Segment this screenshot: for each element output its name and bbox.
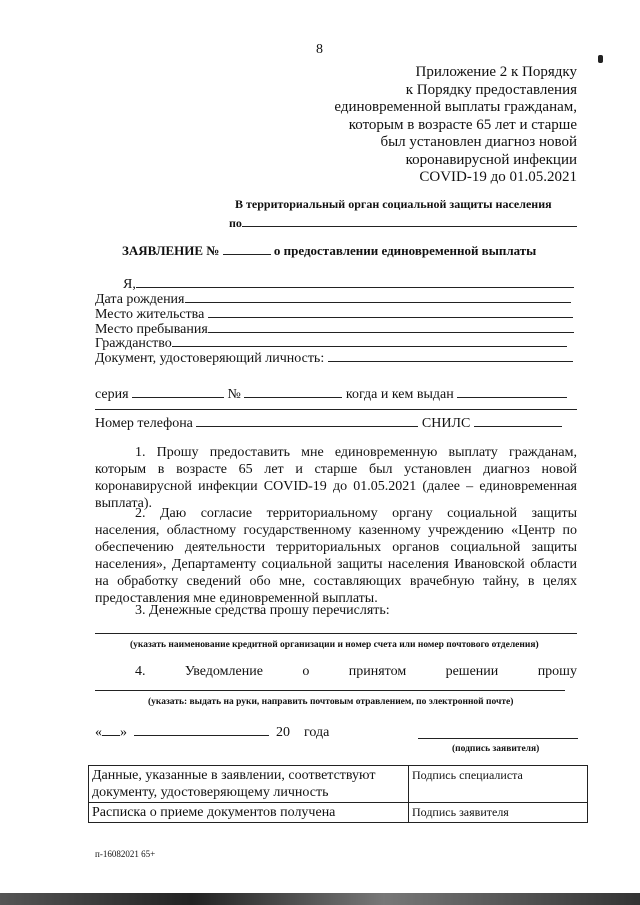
receipt-table bbox=[88, 765, 588, 823]
scan-edge bbox=[0, 893, 640, 905]
notification-method-field[interactable] bbox=[95, 690, 565, 691]
specialist-signature-cell[interactable]: Подпись специалиста bbox=[409, 766, 588, 803]
page-title bbox=[122, 242, 536, 259]
name-field[interactable] bbox=[136, 275, 574, 288]
year-suffix: года bbox=[304, 725, 330, 740]
addressee-line: В территориальный орган социальной защиты населения bbox=[235, 197, 552, 211]
table-row bbox=[89, 766, 588, 803]
appendix-line: которым в возрасте 65 лет и старше bbox=[348, 116, 577, 133]
citizenship-field[interactable] bbox=[172, 334, 567, 347]
footer-code: п-16082021 65+ bbox=[95, 849, 156, 859]
quote-open: « bbox=[95, 725, 102, 740]
year-prefix: 20 bbox=[276, 725, 290, 740]
quote-close: » bbox=[120, 725, 127, 740]
passport-row bbox=[95, 385, 567, 403]
table-cell: Расписка о приеме документов получена bbox=[89, 803, 409, 823]
phone-field[interactable] bbox=[196, 414, 418, 427]
birth-field[interactable] bbox=[185, 290, 571, 303]
birth-label: Дата рождения bbox=[95, 292, 185, 307]
stay-field[interactable] bbox=[208, 320, 574, 333]
name-label: Я, bbox=[123, 277, 136, 292]
appendix-header bbox=[334, 64, 577, 187]
appendix-line: Приложение 2 к Порядку bbox=[415, 64, 577, 80]
table-row bbox=[89, 803, 588, 823]
addressee-po-label: по bbox=[229, 216, 242, 230]
signature-hint: (подпись заявителя) bbox=[452, 744, 540, 754]
series-field[interactable] bbox=[132, 385, 224, 398]
appendix-line: COVID-19 до 01.05.2021 bbox=[419, 169, 577, 185]
p4-word: о bbox=[302, 664, 310, 679]
appendix-line: к Порядку предоставления bbox=[405, 81, 577, 98]
addressee-field[interactable] bbox=[242, 214, 577, 227]
phone-row bbox=[95, 414, 562, 432]
stay-label: Место пребывания bbox=[95, 322, 208, 337]
addressee-po bbox=[229, 214, 577, 231]
issued-label: когда и кем выдан bbox=[345, 387, 454, 402]
p4-word: прошу bbox=[537, 664, 577, 679]
paragraph-4 bbox=[95, 664, 577, 680]
issued-field[interactable] bbox=[457, 385, 567, 398]
snils-label: СНИЛС bbox=[421, 416, 471, 431]
bank-details-field[interactable] bbox=[95, 633, 577, 634]
paragraph-3: 3. Денежные средства прошу перечислять: bbox=[135, 603, 390, 618]
document-label: Документ, удостоверяющий личность: bbox=[95, 351, 325, 366]
residence-field[interactable] bbox=[208, 305, 573, 318]
title-left: ЗАЯВЛЕНИЕ № bbox=[122, 243, 220, 258]
series-label: серия bbox=[95, 387, 129, 402]
bank-details-hint: (указать наименование кредитной организации и номер счета или номер почтового отделения) bbox=[130, 640, 539, 650]
table-cell: Данные, указанные в заявлении, соответствуют документу, удостоверяющему личность bbox=[89, 766, 409, 803]
page-number: 8 bbox=[316, 42, 323, 57]
p4-word: 4. bbox=[135, 664, 146, 679]
p4-word: решении bbox=[445, 664, 499, 679]
p4-word: Уведомление bbox=[184, 664, 263, 679]
p4-word: принятом bbox=[348, 664, 407, 679]
applicant-signature-cell[interactable]: Подпись заявителя bbox=[409, 803, 588, 823]
applicant-signature-field[interactable] bbox=[418, 738, 578, 739]
day-field[interactable] bbox=[102, 723, 120, 736]
scan-mark bbox=[598, 55, 603, 63]
residence-label: Место жительства bbox=[95, 307, 205, 322]
title-right: о предоставлении единовременной выплаты bbox=[273, 243, 537, 258]
month-field[interactable] bbox=[134, 723, 269, 736]
document-field[interactable] bbox=[328, 349, 573, 362]
appendix-line: коронавирусной инфекции bbox=[405, 151, 577, 168]
citizenship-label: Гражданство bbox=[95, 336, 172, 351]
number-label: № bbox=[227, 387, 241, 402]
phone-label: Номер телефона bbox=[95, 416, 193, 431]
issued-continuation-line[interactable] bbox=[95, 409, 577, 410]
application-number-field[interactable] bbox=[223, 242, 271, 255]
notification-hint: (указать: выдать на руки, направить почтовым отравлением, по электронной почте) bbox=[148, 697, 514, 707]
appendix-line: единовременной выплаты гражданам, bbox=[334, 99, 577, 115]
date-row bbox=[95, 723, 329, 741]
snils-field[interactable] bbox=[474, 414, 562, 427]
paragraph-1: 1. Прошу предоставить мне единовременную выплату гражданам, которым в возрасте 65 лет и старше был установлен диагноз новой коронавирусной инфекции COVID-19 до 01.05.2021 (далее – единовременная выплата). bbox=[95, 445, 577, 511]
appendix-line: был установлен диагноз новой bbox=[380, 134, 577, 150]
number-field[interactable] bbox=[244, 385, 342, 398]
paragraph-2: 2. Даю согласие территориальному органу социальной защиты населения, областному государственному казенному учреждению «Центр по обеспечению деятельности территориальных органов социальной защиты населения», Департаменту социальной защиты населения Ивановской области на обработку сведений обо мне, составляющих врачебную тайну, в целях предоставления мне единовременной выплаты. bbox=[95, 506, 577, 606]
document-row bbox=[95, 349, 573, 367]
